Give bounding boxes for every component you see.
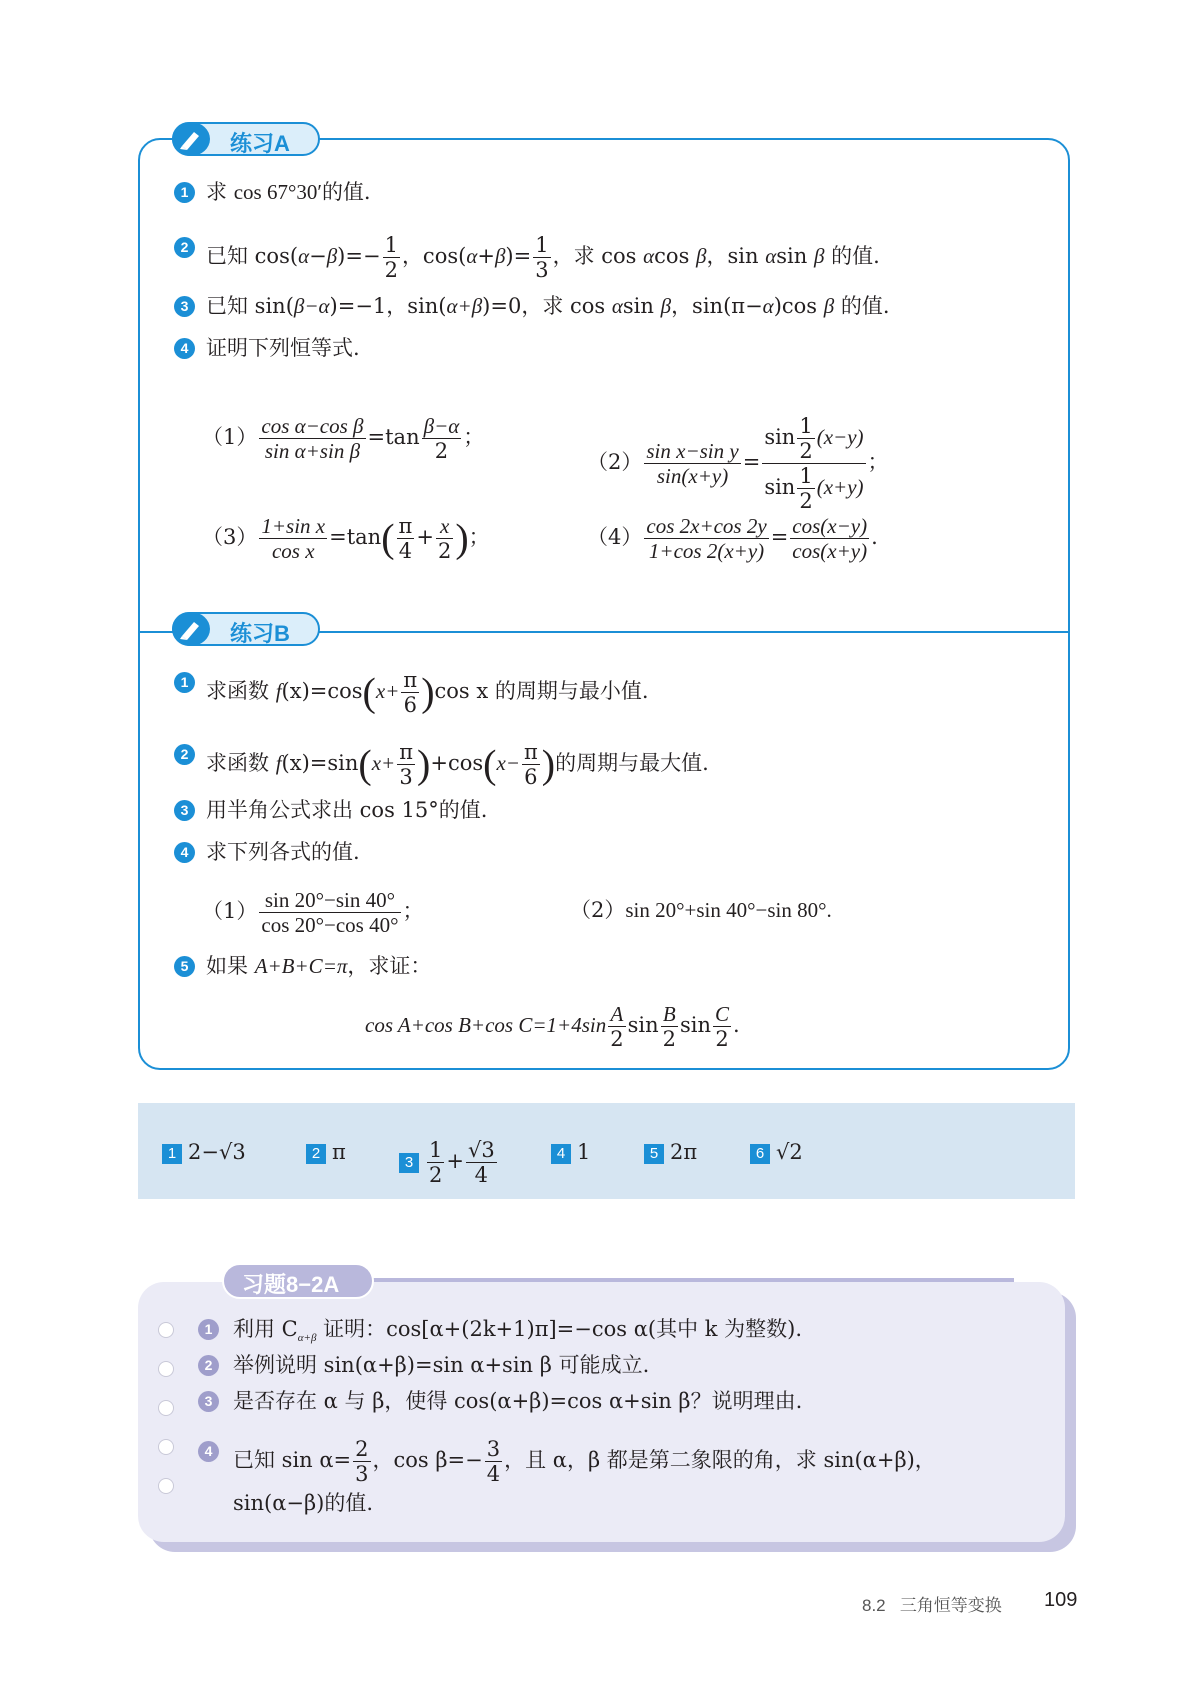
practice-b-q3: 用半角公式求出 cos 15°的值. xyxy=(206,798,488,822)
question-number: 4 xyxy=(174,842,195,863)
answer-2: 2 π xyxy=(306,1138,346,1166)
question-number: 1 xyxy=(174,182,195,203)
practice-a-q1: 求 cos 67°30′的值. xyxy=(206,180,371,204)
practice-b-proof: cos A+cos B+cos C=1+4sin $\frac{A}{2}$ sin $\frac{B}{2}$ sin $\frac{C}{2}$ . xyxy=(365,1002,740,1051)
question-number: 1 xyxy=(174,672,195,693)
question-number: 4 xyxy=(174,338,195,359)
identity-1: （1） $\frac{\text{cos α−cos β}}{\text{sin α+sin β}}$ =tan $\frac{\beta-\alpha}{2}$ ； xyxy=(202,414,485,463)
question-number: 1 xyxy=(198,1319,219,1340)
fraction: $\frac{3}{4}$ xyxy=(486,1437,501,1486)
pencil-icon xyxy=(172,612,210,646)
fraction: $\frac{\text{sin x−sin y}}{\sin(x+y)}$ xyxy=(646,439,739,488)
homework-q4: 已知 sin α= $\frac{2}{3}$ ，cos β=− $\frac{3}{4}$ ，且 α，β 都是第二象限的角，求 sin(α+β)， xyxy=(233,1437,936,1486)
binder-ring-icon xyxy=(158,1478,174,1494)
answer-6: 6 √2 xyxy=(750,1138,803,1166)
identity-3: （3） $\frac{\text{1+sin x}}{\text{cos x}}$ =tan( $\frac{\pi}{4}$ + $\frac{x}{2}$ )； xyxy=(202,514,490,563)
pencil-icon xyxy=(172,122,210,156)
fraction: $\frac{1}{3}$ xyxy=(535,233,549,282)
answers-band xyxy=(138,1103,1075,1199)
footer-section xyxy=(862,1591,1002,1616)
fraction: $\frac{\text{cos α−cos β}}{\text{sin α+sin β}}$ xyxy=(261,414,364,463)
identity-4: （4） $\frac{\cos 2x+\cos 2y}{1+\cos 2(x+y)}$ = $\frac{\cos(x-y)}{\cos(x+y)}$ . xyxy=(587,514,878,563)
fraction: $\frac{B}{2}$ xyxy=(662,1002,676,1051)
homework-q1: 利用 $C_{\alpha+\beta}$ 证明：cos[α+(2k+1)π]=−cos α(其中 k 为整数). xyxy=(233,1317,803,1345)
practice-a-q2: 已知 cos(α−β)=− $\frac{1}{2}$ ，cos(α+β)= $\frac{1}{3}$ ，求 cos αcos β，sin αsin β 的值. xyxy=(206,233,880,282)
fraction: $\frac{\pi}{3}$ xyxy=(399,740,414,789)
homework-tag xyxy=(222,1263,374,1299)
homework-q2: 举例说明 sin(α+β)=sin α+sin β 可能成立. xyxy=(233,1353,650,1377)
identity-2: （2） $\frac{\text{sin x−sin y}}{\sin(x+y)}$ = sin $\frac{1}{2}$ (x−y) sin $\frac{1}{2}$ (x+y) ； xyxy=(587,414,889,513)
question-number: 3 xyxy=(198,1391,219,1412)
practice-b-q5: 如果 A+B+C=π，求证： xyxy=(206,954,432,978)
fraction: $\frac{\beta-\alpha}{2}$ xyxy=(423,414,460,463)
homework-title: 习题8−2A xyxy=(242,1272,340,1297)
answer-5: 5 2π xyxy=(644,1138,697,1166)
practice-b-q2: 求函数 f(x)=sin(x+ $\frac{\pi}{3}$ )+cos(x− $\frac{\pi}{6}$ )的周期与最大值. xyxy=(206,740,709,789)
question-number: 3 xyxy=(174,800,195,821)
fraction: $\frac{\pi}{6}$ xyxy=(403,668,418,717)
practice-b-tag xyxy=(172,612,320,646)
binder-ring-icon xyxy=(158,1400,174,1416)
practice-b-sub2: （2）sin 20°+sin 40°−sin 80°. xyxy=(570,898,832,922)
fraction: $\frac{1}{2}$ xyxy=(429,1138,443,1187)
fraction: $\frac{\pi}{6}$ xyxy=(523,740,538,789)
question-number: 4 xyxy=(198,1441,219,1462)
answer-4: 4 1 xyxy=(551,1138,590,1166)
fraction: $\frac{\cos(x-y)}{\cos(x+y)}$ xyxy=(792,514,868,563)
practice-b-q4: 求下列各式的值. xyxy=(206,840,360,864)
fraction: $\frac{\text{1+sin x}}{\text{cos x}}$ xyxy=(261,514,326,563)
binder-ring-icon xyxy=(158,1439,174,1455)
fraction: $\frac{1}{2}$ xyxy=(384,233,398,282)
fraction: $\frac{2}{3}$ xyxy=(355,1437,369,1486)
question-number: 2 xyxy=(174,744,195,765)
binder-ring-icon xyxy=(158,1361,174,1377)
practice-b-q1: 求函数 f(x)=cos(x+ $\frac{\pi}{6}$ )cos x 的周期与最小值. xyxy=(206,668,649,717)
practice-a-tag xyxy=(172,122,320,156)
fraction: $\frac{\sin 20^\circ-\sin 40^\circ}{\cos 20^\circ-\cos 40^\circ}$ xyxy=(261,888,399,937)
fraction: $\frac{A}{2}$ xyxy=(610,1002,624,1051)
fraction: $\frac{C}{2}$ xyxy=(715,1002,730,1051)
answer-1: 1 2−√3 xyxy=(162,1138,246,1166)
fraction: $\frac{\pi}{4}$ xyxy=(398,514,413,563)
practice-a-q3: 已知 sin(β−α)=−1，sin(α+β)=0，求 cos αsin β，sin(π−α)cos β 的值. xyxy=(206,294,890,318)
question-number: 5 xyxy=(174,956,195,977)
fraction: $\frac{√3}{4}$ xyxy=(467,1138,495,1187)
page-number: 109 xyxy=(1044,1589,1078,1611)
practice-a-q4: 证明下列恒等式. xyxy=(206,336,360,360)
section-title: 三角恒等变换 xyxy=(899,1596,1002,1615)
answer-3: 3 $\frac{1}{2}$ + $\frac{√3}{4}$ xyxy=(399,1138,499,1187)
section-number: 8.2 xyxy=(862,1596,886,1615)
practice-a-title: 练习A xyxy=(230,131,290,156)
homework-q3: 是否存在 α 与 β，使得 cos(α+β)=cos α+sin β？说明理由. xyxy=(233,1389,803,1413)
practice-b-title: 练习B xyxy=(230,621,290,646)
question-number: 2 xyxy=(174,237,195,258)
homework-q4-line2: sin(α−β)的值. xyxy=(233,1491,373,1515)
fraction: $\frac{x}{2}$ xyxy=(437,514,452,563)
fraction: $\frac{\cos 2x+\cos 2y}{1+\cos 2(x+y)}$ xyxy=(646,514,767,563)
question-number: 2 xyxy=(198,1355,219,1376)
binder-ring-icon xyxy=(158,1322,174,1338)
practice-b-sub1: （1） $\frac{\sin 20^\circ-\sin 40^\circ}{\cos 20^\circ-\cos 40^\circ}$ ； xyxy=(202,888,424,937)
question-number: 3 xyxy=(174,296,195,317)
fraction: sin $\frac{1}{2}$ (x−y) sin $\frac{1}{2}$ (x+y) xyxy=(764,414,864,513)
